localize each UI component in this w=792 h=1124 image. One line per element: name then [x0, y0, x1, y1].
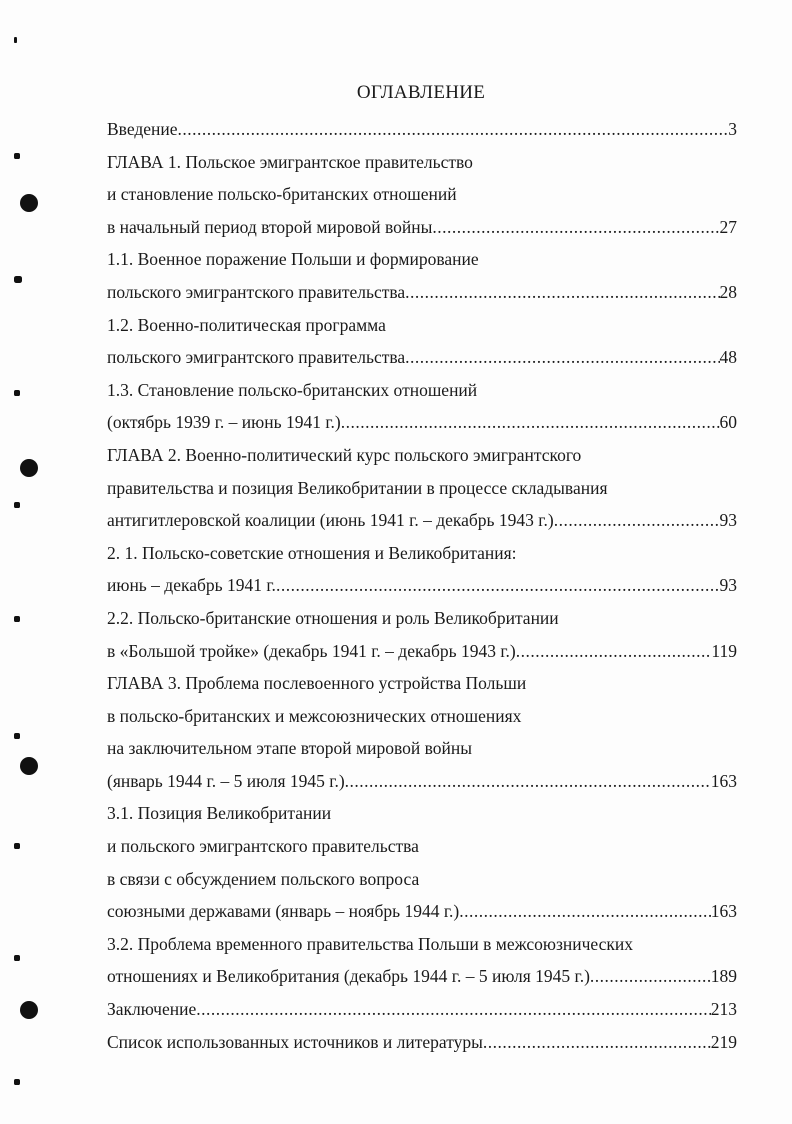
scan-mark	[14, 276, 22, 283]
scan-mark	[14, 616, 20, 622]
dot-leader	[178, 113, 729, 146]
toc-entry-chapter-3[interactable]: ГЛАВА 3. Проблема послевоенного устройства Польши	[107, 673, 527, 694]
dot-leader	[590, 960, 711, 993]
toc-entry-chapter-2[interactable]: ГЛАВА 2. Военно-политический курс польского эмигрантского	[107, 444, 582, 465]
toc-entry-chapter-3-cont: (январь 1944 г. – 5 июля 1945 г.) ..... 163	[107, 765, 737, 798]
toc-entry-section-1-1-cont: польского эмигрантского правительства ..... 28	[107, 276, 737, 309]
toc-entry-section-3-1-cont: и польского эмигрантского правительства	[107, 836, 419, 857]
toc-entry-conclusion[interactable]: Заключение ..... 213	[107, 993, 737, 1026]
table-of-contents	[107, 113, 737, 1058]
scan-mark	[14, 733, 20, 739]
dot-leader	[341, 406, 720, 439]
toc-entry-chapter-3-cont: на заключительном этапе второй мировой войны	[107, 738, 472, 759]
toc-entry-chapter-2-cont: правительства и позиция Великобритании в процессе складывания	[107, 477, 608, 498]
toc-entry-section-3-1[interactable]: 3.1. Позиция Великобритании	[107, 803, 332, 824]
binder-hole	[20, 194, 38, 212]
dot-leader	[405, 341, 719, 374]
toc-entry-section-3-1-cont: в связи с обсуждением польского вопроса	[107, 868, 420, 889]
dot-leader	[516, 635, 712, 668]
scan-mark	[14, 502, 20, 508]
toc-entry-section-2-2-cont: в «Большой тройке» (декабрь 1941 г. – декабрь 1943 г.) ..... 119	[107, 635, 737, 668]
toc-entry-introduction[interactable]: Введение ..... 3	[107, 113, 737, 146]
dot-leader	[432, 211, 719, 244]
toc-entry-section-1-2[interactable]: 1.2. Военно-политическая программа	[107, 314, 386, 335]
page-number: 163	[710, 770, 737, 791]
dot-leader	[196, 993, 711, 1026]
binder-hole	[20, 459, 38, 477]
page-number: 119	[711, 640, 737, 661]
toc-entry-chapter-1[interactable]: ГЛАВА 1. Польское эмигрантское правительство	[107, 151, 473, 172]
toc-entry-section-2-1-cont: июнь – декабрь 1941 г. ..... 93	[107, 569, 737, 602]
toc-entry-section-1-1[interactable]: 1.1. Военное поражение Польши и формирование	[107, 249, 479, 270]
page-number: 189	[710, 966, 737, 987]
toc-entry-section-2-2[interactable]: 2.2. Польско-британские отношения и роль Великобритании	[107, 607, 559, 628]
scan-mark	[14, 390, 20, 396]
dot-leader	[459, 895, 711, 928]
dot-leader	[276, 569, 720, 602]
binder-hole	[20, 757, 38, 775]
toc-entry-chapter-1-cont: и становление польско-британских отношений	[107, 184, 457, 205]
toc-entry-chapter-3-cont: в польско-британских и межсоюзнических отношениях	[107, 705, 522, 726]
page-number: 3	[728, 119, 737, 139]
binder-hole	[20, 1001, 38, 1019]
page-number: 28	[719, 281, 737, 302]
toc-entry-section-3-2[interactable]: 3.2. Проблема временного правительства Польши в межсоюзнических	[107, 933, 633, 954]
scan-mark	[14, 153, 20, 159]
page-number: 93	[719, 510, 737, 531]
page-number: 27	[719, 216, 737, 237]
page-number: 48	[719, 347, 737, 368]
toc-entry-chapter-2-cont: антигитлеровской коалиции (июнь 1941 г. – декабрь 1943 г.) ..... 93	[107, 504, 737, 537]
page-number: 60	[719, 412, 737, 433]
toc-entry-section-1-2-cont: польского эмигрантского правительства ..... 48	[107, 341, 737, 374]
page-number: 163	[710, 901, 737, 922]
toc-entry-section-1-3[interactable]: 1.3. Становление польско-британских отношений	[107, 379, 478, 400]
toc-entry-bibliography[interactable]: Список использованных источников и литературы ..... 219	[107, 1026, 737, 1059]
toc-entry-chapter-1-cont: в начальный период второй мировой войны ..... 27	[107, 211, 737, 244]
scan-mark	[14, 843, 20, 849]
dot-leader	[554, 504, 720, 537]
page-number: 219	[710, 1031, 737, 1052]
page-number: 93	[719, 575, 737, 596]
scan-mark	[14, 1079, 20, 1085]
page-number: 213	[710, 999, 737, 1020]
toc-entry-section-3-1-cont: союзными державами (январь – ноябрь 1944 г.) ..... 163	[107, 895, 737, 928]
dot-leader	[405, 276, 719, 309]
scan-mark	[14, 37, 17, 43]
dot-leader	[345, 765, 711, 798]
toc-entry-section-2-1[interactable]: 2. 1. Польско-советские отношения и Великобритания:	[107, 542, 517, 563]
page-title: ОГЛАВЛЕНИЕ	[356, 82, 486, 103]
scan-mark	[14, 955, 20, 961]
dot-leader	[483, 1026, 711, 1059]
toc-entry-section-1-3-cont: (октябрь 1939 г. – июнь 1941 г.) ..... 60	[107, 406, 737, 439]
toc-entry-section-3-2-cont: отношениях и Великобритания (декабрь 1944 г. – 5 июля 1945 г.) ..... 189	[107, 960, 737, 993]
